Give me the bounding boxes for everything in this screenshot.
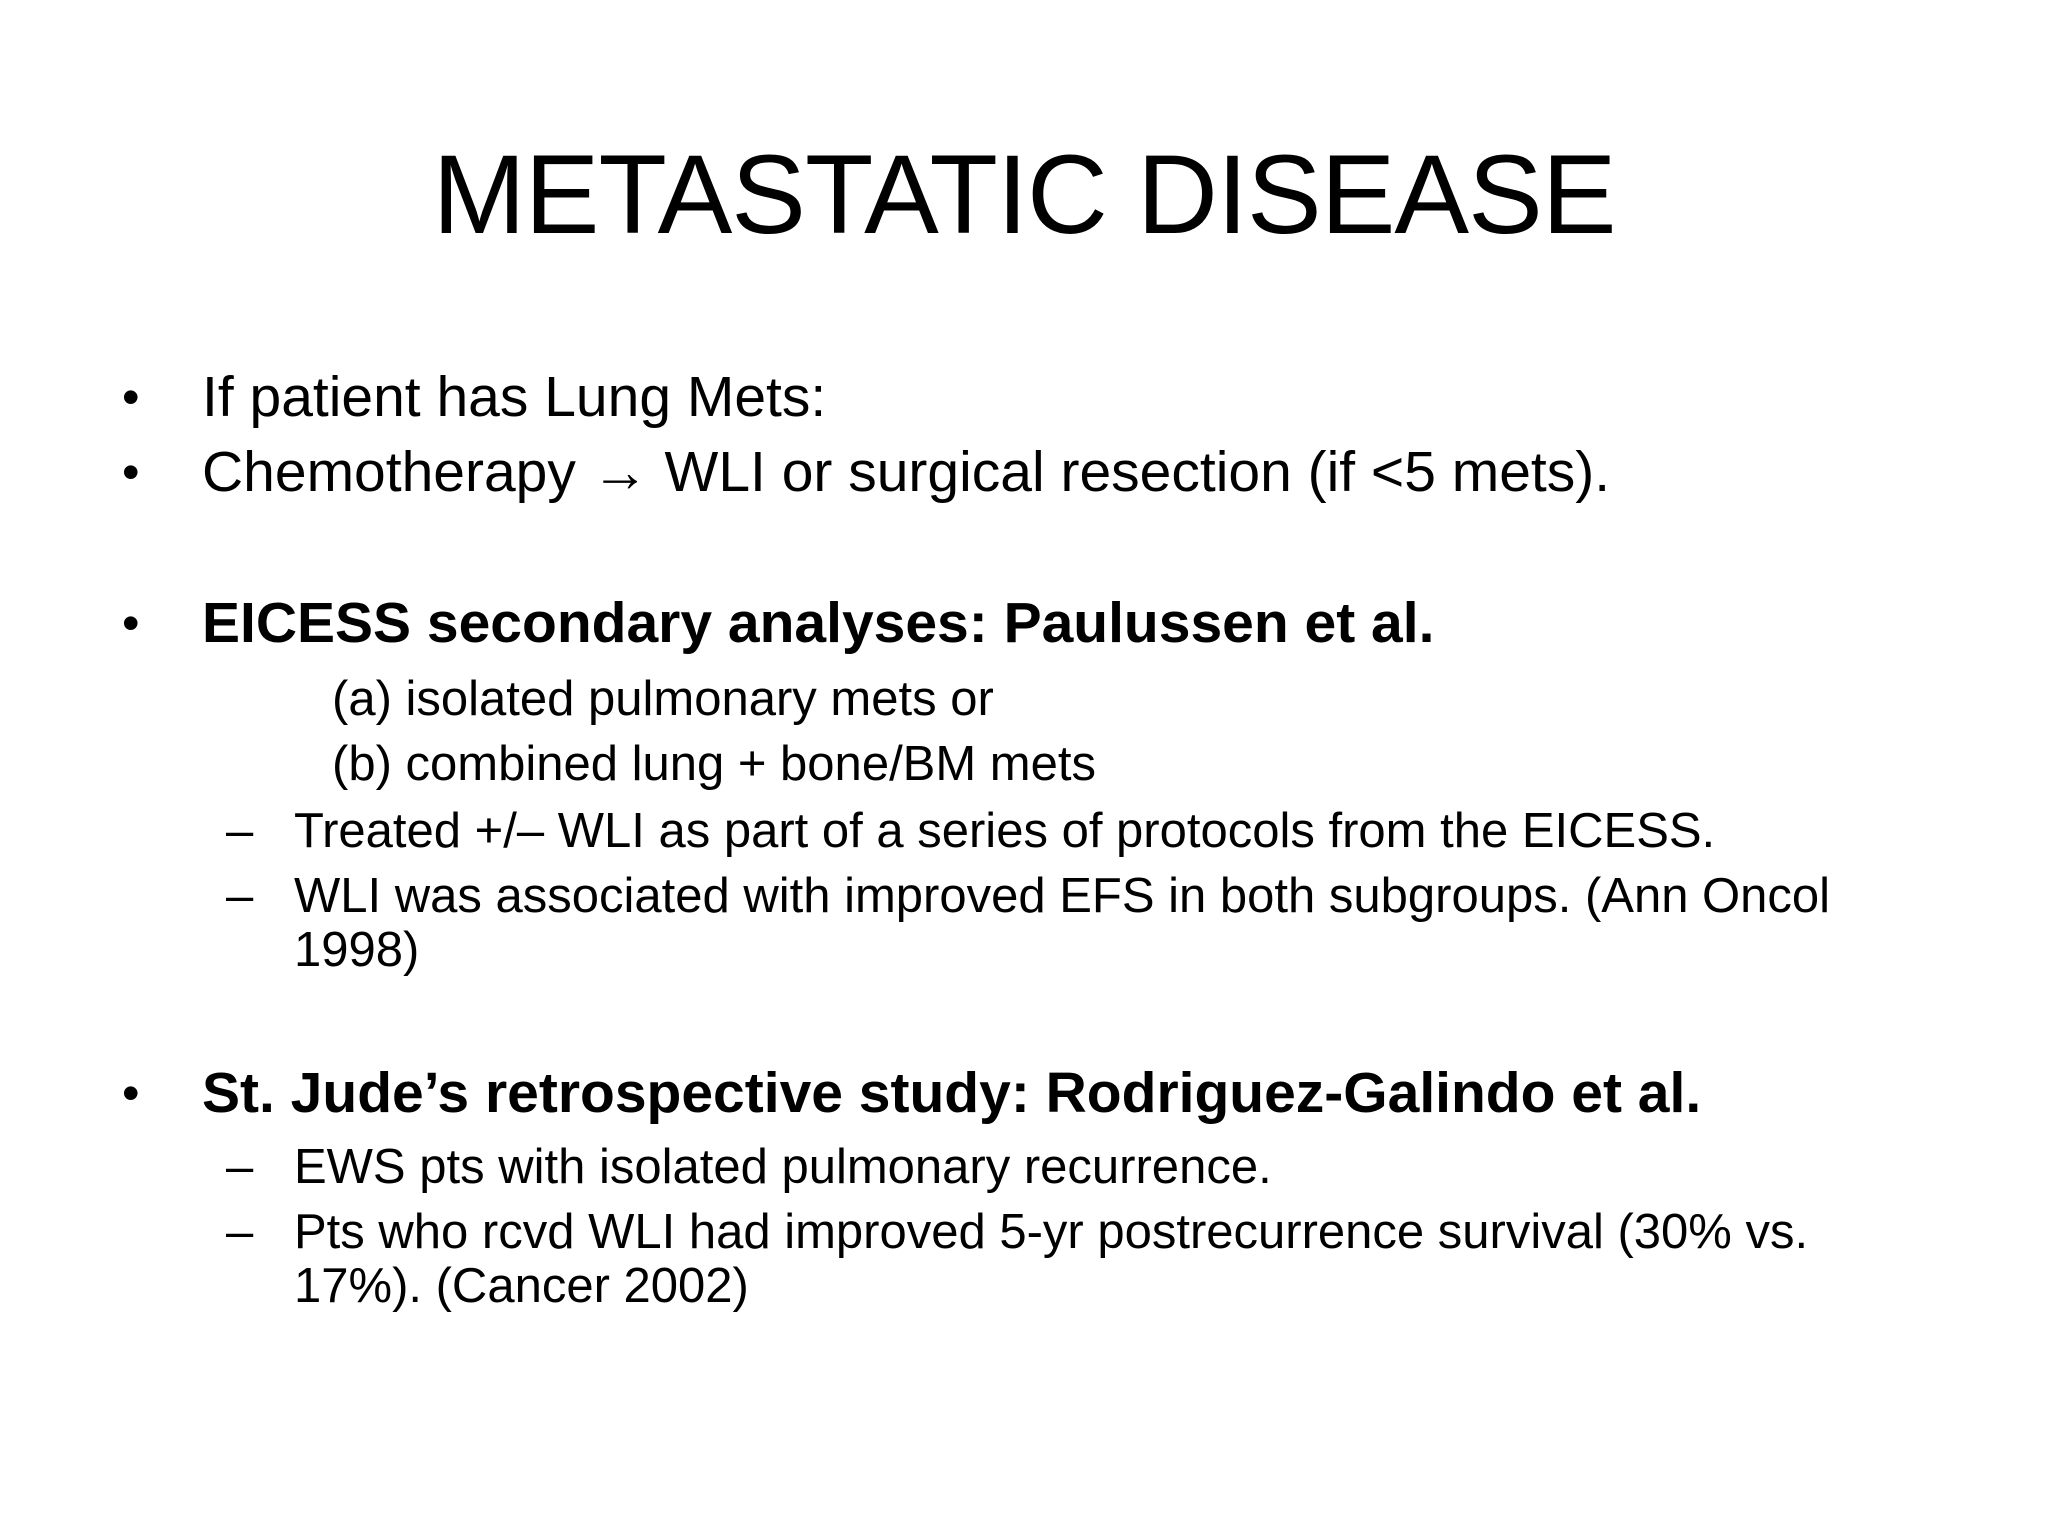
eicess-heading: EICESS secondary analyses: Paulussen et al.	[202, 591, 1435, 655]
dash-marker: –	[226, 869, 254, 923]
stjude-pts-line-2: 17%). (Cancer 2002)	[294, 1259, 749, 1313]
stjude-heading: St. Jude’s retrospective study: Rodriguez-Galindo et al.	[202, 1061, 1702, 1125]
dash-marker: –	[226, 1140, 254, 1194]
dash-marker: –	[226, 804, 254, 858]
eicess-subgroup-b: (b) combined lung + bone/BM mets	[332, 737, 1096, 791]
eicess-wli-line-2: 1998)	[294, 923, 420, 977]
bullet-marker: •	[122, 595, 140, 651]
bullet-lung-mets: If patient has Lung Mets:	[202, 365, 827, 429]
slide-title: METASTATIC DISEASE	[432, 132, 1616, 257]
eicess-wli-line-1: WLI was associated with improved EFS in both subgroups. (Ann Oncol	[294, 869, 1831, 923]
bullet-chemotherapy: Chemotherapy → WLI or surgical resection (if <5 mets).	[202, 440, 1611, 504]
bullet-marker: •	[122, 369, 140, 425]
stjude-ews: EWS pts with isolated pulmonary recurrence.	[294, 1140, 1272, 1194]
eicess-subgroup-a: (a) isolated pulmonary mets or	[332, 672, 994, 726]
bullet-marker: •	[122, 444, 140, 500]
eicess-treated: Treated +/– WLI as part of a series of protocols from the EICESS.	[294, 804, 1716, 858]
stjude-pts-line-1: Pts who rcvd WLI had improved 5-yr postrecurrence survival (30% vs.	[294, 1205, 1809, 1259]
bullet-marker: •	[122, 1065, 140, 1121]
dash-marker: –	[226, 1205, 254, 1259]
